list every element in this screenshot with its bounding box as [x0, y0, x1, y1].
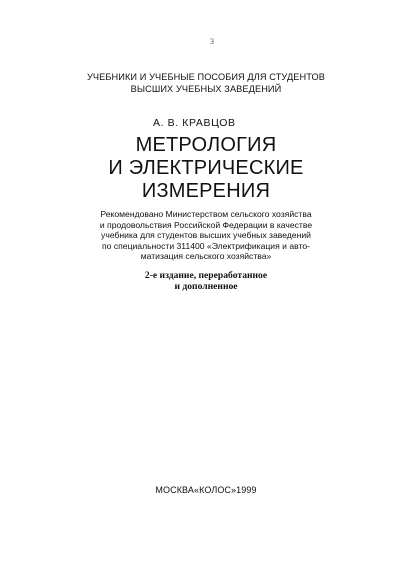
series-heading [0, 71, 412, 95]
series-heading-line: ВЫСШИХ УЧЕБНЫХ ЗАВЕДЕНИЙ [130, 84, 282, 94]
recommendation-line: матизация сельского хозяйства» [140, 251, 272, 262]
edition-note-line: и дополненное [174, 280, 238, 292]
edition-note [0, 271, 412, 293]
recommendation-line: и продовольствия Российской Федерации в качестве [99, 219, 313, 230]
book-title [0, 134, 412, 203]
author-name-text: А. В. КРАВЦОВ [153, 117, 236, 129]
recommendation-line: учебника для студентов высших учебных заведений [101, 230, 311, 241]
series-heading-line: УЧЕБНИКИ И УЧЕБНЫЕ ПОСОБИЯ ДЛЯ СТУДЕНТОВ [87, 72, 325, 82]
book-title-line: ИЗМЕРЕНИЯ [141, 180, 271, 202]
recommendation-line: по специальности 311400 «Электрификация и авто- [102, 240, 310, 251]
page-number-mark: 3 [210, 37, 214, 46]
edition-note-line: 2-е издание, переработанное [144, 270, 268, 281]
book-title-line: И ЭЛЕКТРИЧЕСКИЕ [108, 157, 304, 179]
recommendation-text [0, 209, 412, 262]
publisher-imprint: МОСКВА«КОЛОС»1999 [155, 485, 257, 495]
recommendation-line: Рекомендовано Министерством сельского хозяйства [100, 209, 312, 219]
book-title-line: МЕТРОЛОГИЯ [135, 134, 277, 156]
author-name [0, 117, 412, 129]
